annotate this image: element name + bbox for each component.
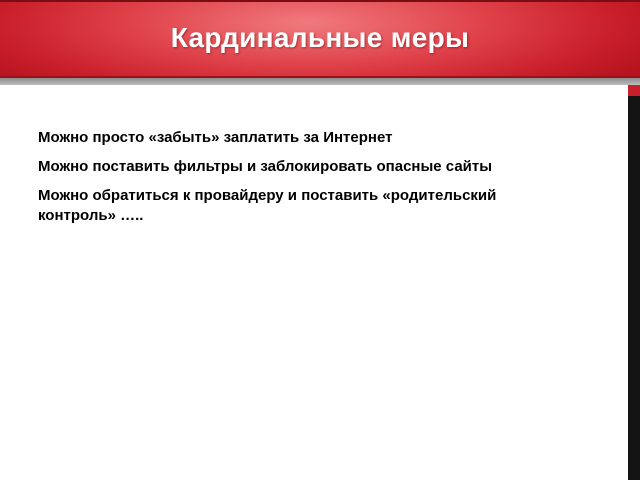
bullet-point: Можно поставить фильтры и заблокировать опасные сайты (38, 158, 493, 175)
bullet-point: Можно просто «забыть» заплатить за Интернет (38, 129, 393, 146)
header-divider (0, 78, 640, 85)
header-top-border (0, 0, 640, 2)
slide-title: Кардинальные меры (170, 22, 470, 53)
slide-content (38, 128, 568, 235)
slide-header (0, 0, 640, 78)
right-dark-bar (628, 96, 640, 480)
bullet-point: Можно обратиться к провайдеру и поставить «родительский контроль» ….. (38, 187, 497, 224)
